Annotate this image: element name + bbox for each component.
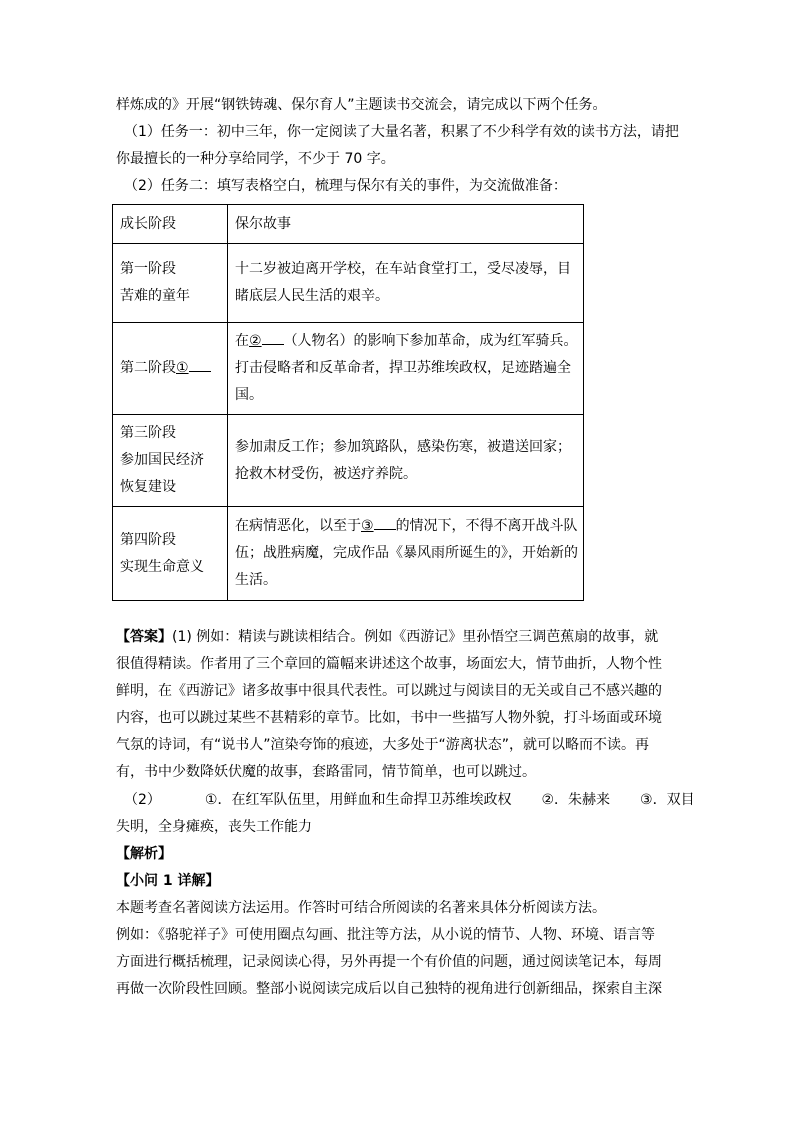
stage-title: 第四阶段	[120, 531, 176, 548]
stage-title: 第三阶段	[120, 425, 176, 441]
intro-line-1: 样炼成的》开展“钢铁铸魂、保尔育人”主题读书交流会，请完成以下两个任务。	[116, 97, 607, 113]
blank-1[interactable]	[189, 357, 211, 372]
task1-line-2: 你最擅长的一种分享给同学，不少于 70 字。	[116, 151, 395, 167]
story-line: 参加肃反工作；参加筑路队，感染伤寒，被遣送回家；	[235, 438, 571, 455]
story-line: 在② （人物名）的影响下参加革命，成为红军骑兵。	[235, 328, 583, 355]
stage-cell	[113, 244, 228, 323]
story-line: 生活。	[235, 572, 277, 588]
task1-line-1: （1）任务一：初中三年，你一定阅读了大量名著，积累了不少科学有效的读书方法，请把	[124, 124, 679, 140]
story-cell	[228, 244, 584, 323]
story-line: 伍；战胜病魔，完成作品《暴风雨所诞生的》，开始新的	[235, 545, 578, 561]
analysis-line-3: 方面进行概括梳理，记录阅读心得，另外再提一个有价值的问题，通过阅读笔记本，每周	[116, 954, 662, 970]
stage-title: 第一阶段	[120, 261, 176, 277]
answer-line-5: 气氛的诗词，有“说书人”渲染夸饰的痕迹，大多处于“游离状态”，就可以略而不读。再	[116, 737, 650, 753]
table-header-row	[113, 205, 584, 244]
story-line: 打击侵略者和反革命者，捍卫苏维埃政权，足迹踏遍全	[235, 360, 571, 376]
analysis-line-1: 本题考查名著阅读方法运用。作答时可结合所阅读的名著来具体分析阅读方法。	[116, 900, 606, 916]
stage-subtitle: 实现生命意义	[120, 558, 204, 575]
stage-cell	[113, 415, 228, 507]
stage-subtitle: 参加国民经济	[120, 452, 204, 468]
stage-cell	[113, 323, 228, 415]
story-line: 睹底层人民生活的艰辛。	[235, 288, 389, 304]
table-row	[113, 244, 584, 323]
answer-part-2-line-2: 失明，全身瘫痪，丧失工作能力	[116, 819, 312, 835]
table-row	[113, 415, 584, 507]
paul-stages-table	[112, 204, 584, 601]
answer-part-2: （2） ①．在红军队伍里，用鲜血和生命捍卫苏维埃政权 ②．朱赫来 ③．双目	[124, 792, 695, 808]
story-cell	[228, 323, 584, 415]
sub-question-label: 【小问 1 详解】	[116, 873, 220, 889]
answer-line-2: 很值得精读。作者用了三个章回的篇幅来讲述这个故事，场面宏大，情节曲折，人物个性	[116, 656, 662, 672]
header-story: 保尔故事	[228, 205, 584, 244]
blank-1-number: ①	[176, 360, 189, 376]
answer-line-6: 有，书中少数降妖伏魔的故事，套路雷同，情节简单，也可以跳过。	[116, 764, 536, 780]
analysis-line-2: 例如：《骆驼祥子》可使用圈点勾画、批注等方法，从小说的情节、人物、环境、语言等	[116, 927, 655, 943]
story-cell	[228, 415, 584, 507]
stage-subtitle: 苦难的童年	[120, 288, 190, 304]
story-cell	[228, 507, 584, 601]
header-stage: 成长阶段	[113, 205, 228, 244]
stage-cell	[113, 507, 228, 601]
answer-line-1: 【答案】(1) 例如：精读与跳读相结合。例如《西游记》里孙悟空三调芭蕉扇的故事，就	[116, 629, 659, 645]
table-row	[113, 323, 584, 415]
answer-line-4: 内容，也可以跳过某些不甚精彩的章节。比如，书中一些描写人物外貌，打斗场面或环境	[116, 710, 662, 726]
stage-subtitle: 恢复建设	[120, 479, 176, 495]
blank-3-number: ③	[361, 518, 374, 534]
blank-3[interactable]	[374, 515, 396, 530]
blank-2[interactable]	[262, 330, 284, 345]
analysis-line-4: 再做一次阶段性回顾。整部小说阅读完成后以自己独特的视角进行创新细品，探索自主深	[116, 981, 662, 997]
table-row	[113, 507, 584, 601]
story-line: 抢救木材受伤，被送疗养院。	[235, 465, 417, 482]
answer-line-3: 鲜明，在《西游记》诸多故事中很具代表性。可以跳过与阅读目的无关或自己不感兴趣的	[116, 683, 662, 699]
analysis-label: 【解析】	[116, 846, 172, 862]
blank-2-number: ②	[249, 333, 262, 349]
answer-label: 【答案】	[116, 629, 172, 645]
task2-line: （2）任务二：填写表格空白，梳理与保尔有关的事件，为交流做准备：	[124, 178, 567, 194]
story-line: 在病情恶化，以至于③ 的情况下，不得不离开战斗队	[235, 513, 583, 540]
story-line: 十二岁被迫离开学校，在车站食堂打工，受尽凌辱，目	[235, 261, 571, 277]
story-line: 国。	[235, 387, 263, 403]
stage-title: 第二阶段①	[120, 355, 227, 382]
